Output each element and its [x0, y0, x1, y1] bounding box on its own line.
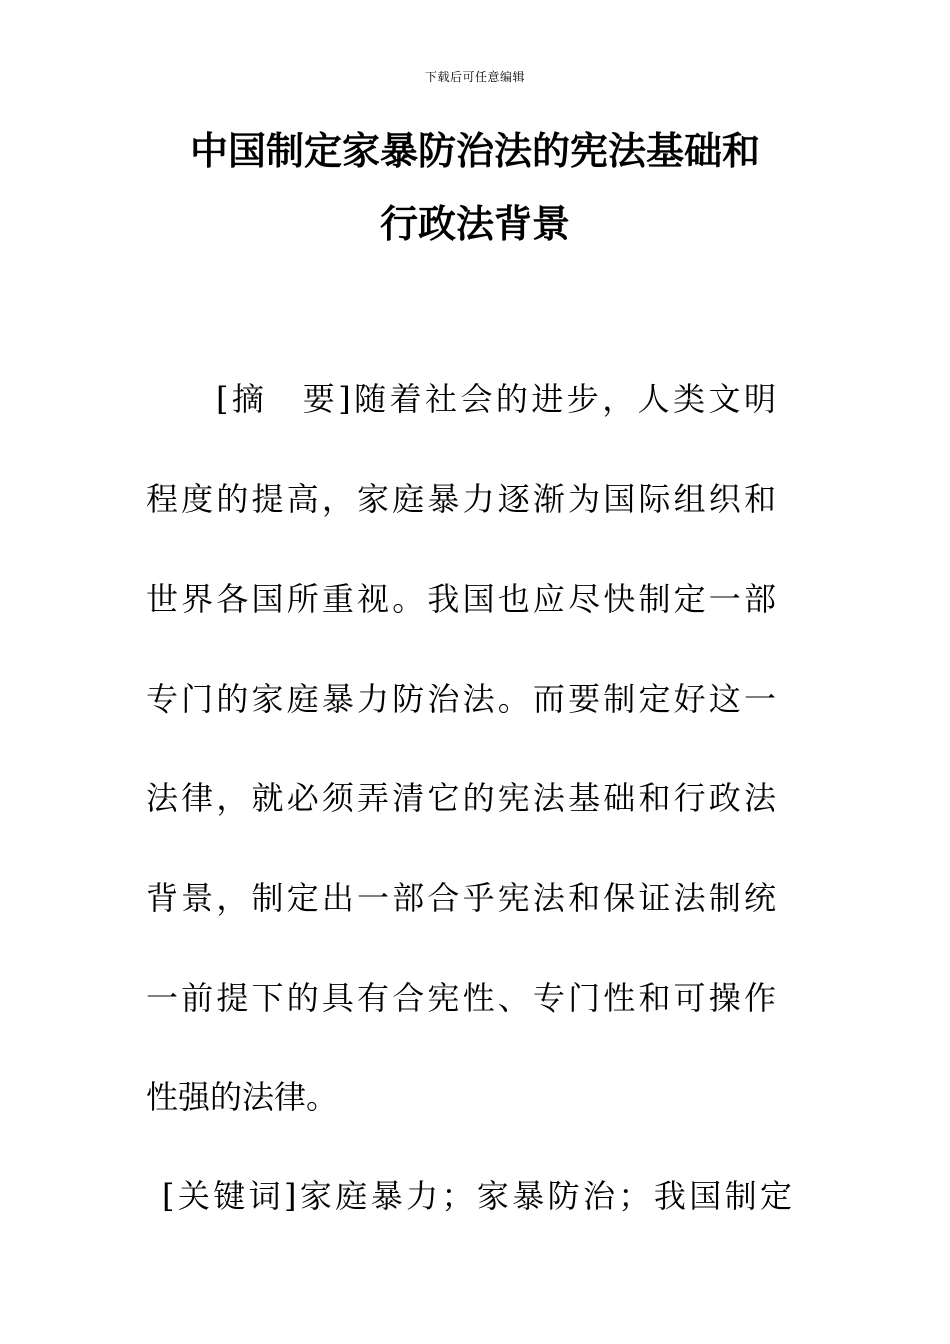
document-title-line-2: 行政法背景: [379, 201, 570, 246]
abstract-line-6: 背景，制定出一部合乎宪法和保证法制统: [146, 879, 776, 917]
abstract-line-7: 一前提下的具有合宪性、专门性和可操作: [146, 979, 776, 1017]
abstract-line-8: 性强的法律。: [146, 1078, 339, 1116]
abstract-line-3: 世界各国所重视。我国也应尽快制定一部: [146, 580, 776, 618]
abstract-line-2: 程度的提高，家庭暴力逐渐为国际组织和: [146, 480, 776, 518]
abstract-line-5: 法律，就必须弄清它的宪法基础和行政法: [146, 779, 776, 817]
abstract-line-4: 专门的家庭暴力防治法。而要制定好这一: [146, 680, 776, 718]
keywords-line: [关键词]家庭暴力；家暴防治；我国制定: [162, 1177, 792, 1215]
document-title-line-1: 中国制定家暴防治法的宪法基础和: [189, 128, 760, 173]
abstract-line-1: [摘 要]随着社会的进步，人类文明: [216, 380, 776, 418]
header-note: 下载后可任意编辑: [424, 70, 525, 84]
